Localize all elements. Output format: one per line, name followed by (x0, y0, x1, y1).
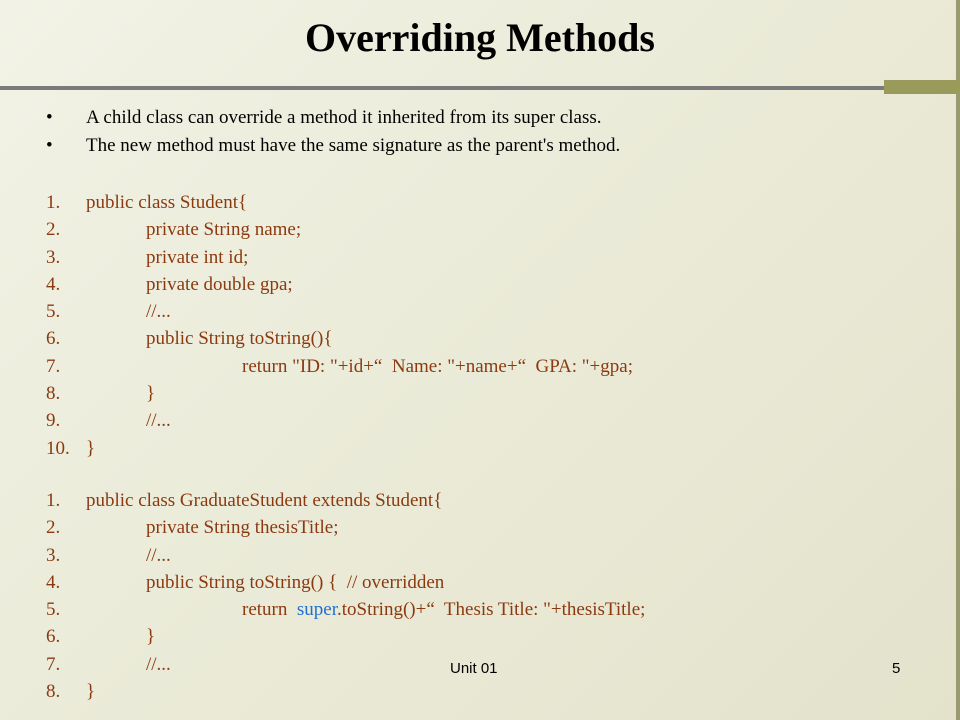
line-number: 2. (46, 219, 61, 241)
bullet-list (46, 104, 620, 160)
code-text: public String toString() { // overridden (146, 571, 445, 593)
bullet-dot-icon: • (46, 135, 53, 156)
code-text: public class Student{ (86, 192, 248, 213)
slide-right-edge (956, 0, 960, 720)
line-number: 4. (46, 571, 61, 593)
code-text-pre: return (242, 599, 297, 621)
line-number: 8. (46, 383, 61, 405)
line-number: 4. (46, 273, 61, 295)
line-number: 10. (46, 437, 70, 459)
code-text: } (146, 626, 156, 648)
code-text: private int id; (146, 246, 249, 268)
code-text: private String name; (146, 219, 302, 241)
line-number: 6. (46, 328, 61, 350)
footer-label: Unit 01 (450, 660, 498, 677)
line-number: 9. (46, 410, 61, 432)
slide-title: Overriding Methods (305, 15, 655, 60)
title-accent-bar (884, 80, 960, 94)
title-divider (0, 86, 884, 90)
code-text: public String toString(){ (146, 328, 333, 350)
code-text: //... (146, 301, 171, 323)
bullet-item (46, 132, 620, 160)
code-text: private double gpa; (146, 273, 293, 295)
code-text: } (86, 437, 96, 459)
line-number: 5. (46, 301, 61, 323)
code-text: //... (146, 410, 171, 432)
bullet-text: A child class can override a method it inherited from its super class. (86, 107, 602, 128)
line-number: 2. (46, 517, 61, 539)
line-number: 3. (46, 544, 61, 566)
bullet-item (46, 104, 620, 132)
page-number: 5 (892, 660, 901, 677)
line-number: 7. (46, 653, 61, 675)
line-number: 7. (46, 355, 61, 377)
code-text: //... (146, 653, 171, 675)
super-keyword: super (296, 599, 337, 621)
line-number: 8. (46, 681, 61, 703)
code-text-post: .toString()+“ Thesis Title: "+thesisTitle; (336, 599, 646, 621)
line-number: 1. (46, 490, 61, 511)
line-number: 1. (46, 192, 61, 213)
line-number: 5. (46, 599, 61, 621)
bullet-dot-icon: • (46, 107, 53, 128)
code-text: return "ID: "+id+“ Name: "+name+“ GPA: "+gpa; (242, 355, 633, 377)
code-text: } (86, 681, 96, 703)
bullet-text: The new method must have the same signature as the parent's method. (86, 135, 621, 156)
code-text: private String thesisTitle; (146, 517, 339, 539)
line-number: 6. (46, 626, 61, 648)
code-text (242, 596, 645, 623)
code-text: //... (146, 544, 171, 566)
code-text: } (146, 383, 156, 405)
line-number: 3. (46, 246, 61, 268)
code-text: public class GraduateStudent extends Student{ (86, 490, 443, 511)
